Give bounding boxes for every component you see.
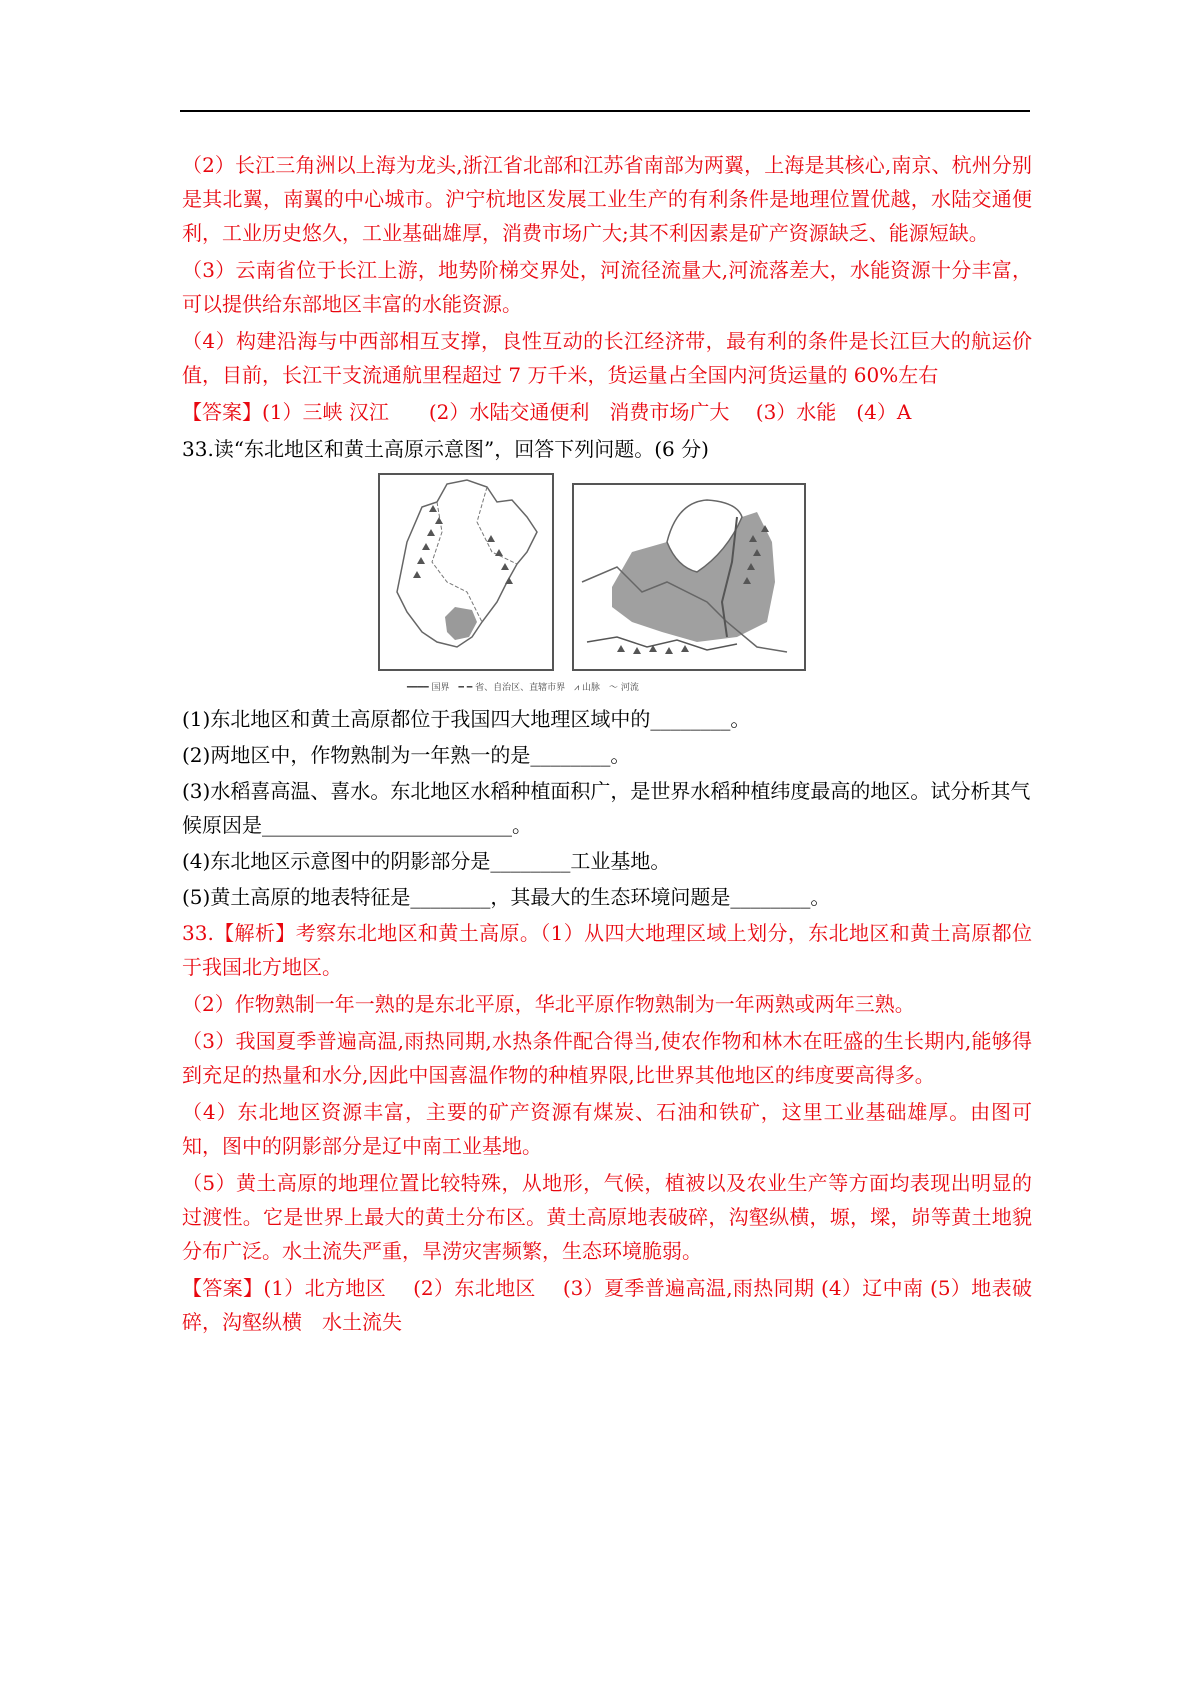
mountain-symbols-ne bbox=[413, 505, 513, 584]
liaozhongnan-shaded-area bbox=[445, 607, 477, 640]
map-legend: ━━━━ 国界 ━ ━ 省、自治区、直辖市界 ⩘ 山脉 〜 河流 bbox=[407, 683, 639, 693]
analysis-33-2: （2）作物熟制一年一熟的是东北平原，华北平原作物熟制为一年两熟或两年三熟。 bbox=[182, 992, 915, 1016]
map-illustration bbox=[377, 472, 847, 702]
prev-analysis-4: （4）构建沿海与中西部相互支撑，良性互动的长江经济带，最有利的条件是长江巨大的航运价值，目前，长江干支流通航里程超过 7 万千米，货运量占全国内河货运量的 60%左右 bbox=[182, 329, 1032, 387]
prev-analysis-2: （2）长江三角洲以上海为龙头,浙江省北部和江苏省南部为两翼，上海是其核心,南京、杭州分别是其北翼，南翼的中心城市。沪宁杭地区发展工业生产的有利条件是地理位置优越，水陆交通便利，工业历史悠久，工业基础雄厚，消费市场广大;其不利因素是矿产资源缺乏、能源短缺。 bbox=[182, 153, 1032, 245]
analysis-33-1: 33.【解析】考察东北地区和黄土高原。（1）从四大地理区域上划分，东北地区和黄土高原都位于我国北方地区。 bbox=[182, 921, 1032, 979]
question-33-1: (1)东北地区和黄土高原都位于我国四大地理区域中的________。 bbox=[182, 707, 751, 731]
prev-analysis-3: （3）云南省位于长江上游，地势阶梯交界处，河流径流量大,河流落差大，水能资源十分丰富，可以提供给东部地区丰富的水能资源。 bbox=[182, 258, 1032, 316]
analysis-33-4: （4）东北地区资源丰富，主要的矿产资源有煤炭、石油和铁矿，这里工业基础雄厚。由图可知，图中的阴影部分是辽中南工业基地。 bbox=[182, 1100, 1032, 1158]
question-33-title: 33.读“东北地区和黄土高原示意图”，回答下列问题。(6 分) bbox=[182, 437, 709, 461]
page-content bbox=[182, 148, 1032, 1342]
header-rule bbox=[180, 110, 1030, 112]
answer-33: 【答案】(1）北方地区 (2）东北地区 (3）夏季普遍高温,雨热同期 (4）辽中南 (5）地表破碎，沟壑纵横 水土流失 bbox=[182, 1276, 1032, 1334]
question-33-3: (3)水稻喜高温、喜水。东北地区水稻种植面积广，是世界水稻种植纬度最高的地区。试分析其气候原因是_________________________。 bbox=[182, 779, 1031, 837]
map-figure bbox=[377, 472, 847, 702]
analysis-33-3: （3）我国夏季普遍高温,雨热同期,水热条件配合得当,使农作物和林木在旺盛的生长期内,能够得到充足的热量和水分,因此中国喜温作物的种植界限,比世界其他地区的纬度要高得多。 bbox=[182, 1029, 1032, 1087]
analysis-33-5: （5）黄土高原的地理位置比较特殊，从地形，气候，植被以及农业生产等方面均表现出明显的过渡性。它是世界上最大的黄土分布区。黄土高原地表破碎，沟壑纵横，塬，墚，峁等黄土地貌分布广泛。水土流失严重，旱涝灾害频繁，生态环境脆弱。 bbox=[182, 1171, 1032, 1263]
province-border-2 bbox=[477, 487, 517, 564]
question-33-4: (4)东北地区示意图中的阴影部分是________工业基地。 bbox=[182, 849, 671, 873]
question-33-5: (5)黄土高原的地表特征是________，其最大的生态环境问题是________。 bbox=[182, 885, 831, 909]
question-33-2: (2)两地区中，作物熟制为一年熟一的是________。 bbox=[182, 743, 631, 767]
prev-answer: 【答案】(1）三峡 汉江 (2）水陆交通便利 消费市场广大 (3）水能 (4）A bbox=[182, 400, 912, 424]
